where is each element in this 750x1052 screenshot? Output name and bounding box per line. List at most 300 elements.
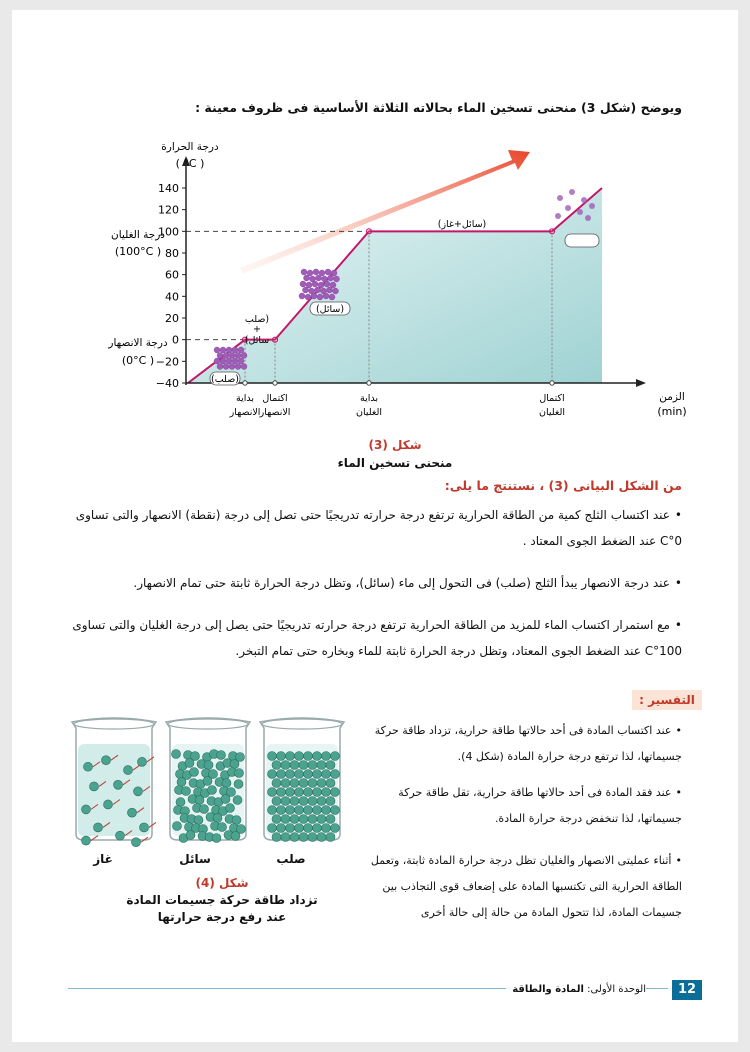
solid-particle [317,833,326,842]
x-marker-label: الانصهار [259,407,291,418]
motion-arrow [91,804,98,809]
solid-particle [214,358,220,364]
gas-particle [134,787,143,796]
solid-particle [322,824,331,833]
phase-label: (سائل+غاز) [437,219,487,230]
liquid-particle [221,771,230,780]
beaker-rim [168,719,248,729]
beaker-content [266,744,338,836]
liquid-particle [307,270,313,276]
x-marker-point [273,381,277,385]
solid-particle [304,788,313,797]
liquid-particle [215,778,224,787]
liquid-particle [177,778,186,787]
gas-particle [82,836,91,845]
solid-particle [286,770,295,779]
gas-particle [116,831,125,840]
liquid-particle [317,294,323,300]
gas-particle [94,823,103,832]
liquid-particle [194,788,203,797]
footer-unit [506,984,646,995]
footer-unit-number: الوحدة الأولى: [587,984,646,995]
liquid-particle [319,270,325,276]
gas-particle [565,205,571,211]
figure4-caption [112,892,332,926]
motion-arrow [143,786,150,791]
solid-particle [299,797,308,806]
beaker-solid [260,718,344,842]
intro-text: ويوضح (شكل 3) منحنى تسخين الماء بحالاته الثلاثة الأساسية فى ظروف معينة : [195,100,682,115]
figure4-caption-line2: عند رفع درجة حرارتها [157,910,287,924]
liquid-particle [217,751,226,760]
liquid-particle [299,293,305,299]
liquid-particle [206,813,215,822]
solid-particle [295,770,304,779]
solid-particle [217,353,223,359]
solid-particle [226,347,232,353]
solid-particle [317,815,326,824]
solid-particle [286,752,295,761]
liquid-particle [193,804,202,813]
liquid-particle [182,787,191,796]
motion-arrow [111,755,118,760]
liquid-particle [201,789,210,798]
x-marker-label: الغليان [356,407,382,418]
liquid-particle [205,833,214,842]
interpretation-item: • عند فقد المادة فى أحد حالاتها طاقة حرارية، تقل طاقة حركة جسيماتها، لذا تنخفض درجة حرارة المادة. [352,780,682,832]
phase-label: (صلب [244,314,270,325]
motion-arrow [93,762,100,767]
gas-particle [581,197,587,203]
gas-particle [82,805,91,814]
solid-particle [313,806,322,815]
motion-arrow [137,808,144,813]
liquid-particle [224,831,233,840]
heating-curve-chart [12,10,738,480]
solid-particle [331,770,340,779]
solid-particle [290,833,299,842]
solid-particle [299,833,308,842]
liquid-particle [229,752,238,761]
motion-arrow [149,822,156,827]
liquid-particle [333,288,339,294]
gas-particle [124,766,133,775]
y-axis-unit: ( °C ) [175,157,205,170]
solid-particle [235,364,241,370]
liquid-particle [207,797,216,806]
liquid-particle [181,807,190,816]
figure4-caption-line1: تزداد طاقة حركة جسيمات المادة [126,893,318,907]
solid-particle [326,797,335,806]
liquid-particle [222,779,231,788]
liquid-particle [228,768,237,777]
liquid-particle [189,779,198,788]
solid-particle [223,364,229,370]
conclusion-item: • مع استمرار اكتساب الماء للمزيد من الطاقة الحرارية ترتفع درجة حرارته تدريجيًا حتى يصل إلى درجة الغليان والتى تساوى 100°C عند الضغط الجوى المعتاد، وتظل درجة الحرارة ثابتة للماء وبخاره حتى تمام التبخر. [52,612,682,664]
motion-arrow [147,757,154,762]
x-marker-label: الانصهار [229,407,261,418]
liquid-particle [176,798,185,807]
liquid-particle [311,293,317,299]
solid-particle [281,833,290,842]
liquid-particle [185,759,194,768]
y-tick-label: 40 [165,290,179,304]
solid-particle [331,752,340,761]
liquid-particle [236,753,245,762]
solid-particle [290,761,299,770]
curve-fill-area [188,188,602,383]
beaker-glass [166,718,250,840]
liquid-particle [218,823,227,832]
figure3-caption: منحنى تسخين الماء [337,456,453,470]
x-marker-label: بداية [359,393,379,404]
figure3-label: شكل (3) [368,438,422,452]
liquid-particle [185,823,194,832]
gas-particle [114,780,123,789]
solid-particle [326,779,335,788]
liquid-particle [188,795,197,804]
liquid-particle [327,287,333,293]
liquid-particle [214,798,223,807]
solid-particle [277,788,286,797]
solid-particle [223,353,229,359]
liquid-particle [306,282,312,288]
solid-particle [214,347,220,353]
solid-particle [277,770,286,779]
boiling-point-value: (100°C ) [114,245,162,258]
solid-particle [295,788,304,797]
solid-particle [281,779,290,788]
liquid-particle [220,787,229,796]
liquid-particle [174,806,183,815]
liquid-particle [323,293,329,299]
gas-particle [138,757,147,766]
melting-point-value: (0°C ) [121,354,155,367]
liquid-particle [199,825,208,834]
beaker-content [78,744,150,836]
gas-particle [569,189,575,195]
liquid-particle [324,281,330,287]
x-marker-point [243,381,247,385]
liquid-particle [231,832,240,841]
liquid-particle [172,750,181,759]
liquid-particle [180,814,189,823]
solid-particle [304,770,313,779]
liquid-particle [187,815,196,824]
motion-arrow [99,781,106,786]
solid-particle [220,358,226,364]
solid-particle [322,788,331,797]
motion-arrow [133,765,140,770]
solid-particle [308,797,317,806]
liquid-particle [195,796,204,805]
solid-particle [272,815,281,824]
beaker-rim [74,719,154,729]
solid-particle [326,761,335,770]
liquid-particle [226,804,235,813]
gas-particle [585,215,591,221]
phase-label: سائل) [244,335,270,346]
solid-particle [272,797,281,806]
liquid-particle [175,786,184,795]
beaker-label-solid: صلب [276,852,306,866]
solid-particle [281,815,290,824]
liquid-particle [176,770,185,779]
gas-particle [84,762,93,771]
beaker-rim [262,719,342,729]
solid-particle [322,806,331,815]
solid-particle [238,347,244,353]
solid-particle [290,797,299,806]
liquid-particle [221,795,230,804]
liquid-particle [315,287,321,293]
liquid-particle [197,760,206,769]
solid-particle [313,752,322,761]
gas-particle [557,195,563,201]
beaker-liquid [166,718,250,843]
solid-particle [290,779,299,788]
liquid-particle [300,281,306,287]
solid-particle [268,806,277,815]
solid-particle [268,824,277,833]
liquid-particle [305,294,311,300]
beaker-glass [260,718,344,840]
interpretation-item: • عند اكتساب المادة فى أحد حالاتها طاقة حرارية، تزداد طاقة حركة جسيماتها، لذا ترتفع درجة حرارة المادة (شكل 4). [352,718,682,770]
solid-particle [235,353,241,359]
liquid-particle [204,761,213,770]
liquid-particle [173,822,182,831]
liquid-particle [200,805,209,814]
solid-particle [229,353,235,359]
y-tick-label: −40 [155,377,179,390]
motion-arrow [91,836,98,841]
solid-particle [304,824,313,833]
y-axis-label: درجة الحرارة [161,141,219,153]
liquid-particle [225,815,234,824]
liquid-particle [318,282,324,288]
liquid-particle [219,807,228,816]
solid-particle [232,358,238,364]
liquid-particle [209,770,218,779]
solid-particle [317,797,326,806]
liquid-particle [216,762,225,771]
x-marker-label: اكتمال [262,393,288,404]
gas-particle [104,800,113,809]
phase-label: (صلب) [211,374,239,385]
liquid-particle [330,282,336,288]
x-marker-point [550,381,554,385]
interpretation-item: • أثناء عمليتى الانصهار والغليان تظل درجة حرارة المادة ثابتة، وتعمل الطاقة الحرارية التى تكتسبها المادة على إضعاف قوى التجاذب بين جسيمات المادة، لذا تتحول المادة من حالة إلى حالة أخرى [352,848,682,926]
gas-particle [132,838,141,847]
solid-particle [326,833,335,842]
textbook-page [12,10,738,1042]
motion-arrow [141,837,148,842]
motion-arrow [123,780,130,785]
solid-particle [286,788,295,797]
liquid-particle [178,762,187,771]
liquid-particle [312,281,318,287]
figure4-label: شكل (4) [195,876,249,890]
y-tick-label: 80 [165,247,179,260]
conclusion-item: • عند اكتساب الثلج كمية من الطاقة الحرارية ترتفع درجة حرارته تدريجيًا حتى تصل إلى درجة (نقطة) الانصهار والتى تساوى 0°C عند الضغط الجوى المعتاد . [52,502,682,554]
y-tick-label: 0 [172,333,179,347]
y-tick-label: 100 [158,225,179,239]
solid-particle [268,752,277,761]
liquid-particle [198,832,207,841]
beaker-gas [72,718,156,847]
solid-particle [299,779,308,788]
liquid-particle [230,760,239,769]
solid-particle [308,833,317,842]
solid-particle [295,752,304,761]
motion-arrow [103,822,110,827]
x-axis-arrowhead [636,379,646,387]
liquid-particle [304,275,310,281]
solid-particle [308,779,317,788]
x-axis-label: الزمن [659,391,685,403]
boiling-point-label: درجة الغليان [111,229,165,241]
solid-particle [272,833,281,842]
solid-particle [313,770,322,779]
gas-particle [577,209,583,215]
liquid-particle [301,269,307,275]
liquid-particle [186,831,195,840]
solid-particle [299,815,308,824]
liquid-particle [325,269,331,275]
solid-particle [331,788,340,797]
solid-particle [299,761,308,770]
gas-particle [589,203,595,209]
solid-particle [232,347,238,353]
liquid-particle [183,771,192,780]
solid-particle [295,824,304,833]
solid-particle [286,824,295,833]
beaker-content [172,744,244,836]
liquid-particle [329,294,335,300]
liquid-particle [213,814,222,823]
solid-particle [290,815,299,824]
gas-particle [140,823,149,832]
solid-particle [317,779,326,788]
y-tick-label: −20 [155,355,179,369]
solid-particle [331,824,340,833]
solid-particle [317,761,326,770]
liquid-particle [230,824,239,833]
solid-particle [313,788,322,797]
page-number: 12 [672,980,702,1000]
liquid-particle [203,753,212,762]
solid-particle [304,752,313,761]
solid-particle [277,824,286,833]
liquid-particle [313,269,319,275]
solid-particle [238,358,244,364]
solid-particle [281,761,290,770]
liquid-particle [328,275,334,281]
gas-particle [555,213,561,219]
y-tick-label: 60 [165,268,179,282]
liquid-particle [331,270,337,276]
conclusion-item: • عند درجة الانصهار يبدأ الثلج (صلب) فى التحول إلى ماء (سائل)، وتظل درجة الحرارة ثابتة حتى تمام الانصهار. [52,570,682,596]
x-marker-point [367,381,371,385]
liquid-particle [179,834,188,843]
phase-label: + [253,324,261,335]
liquid-particle [233,796,242,805]
solid-particle [220,347,226,353]
x-marker-label: اكتمال [539,393,565,404]
liquid-particle [192,824,201,833]
y-tick-label: 140 [158,182,179,195]
solid-particle [268,788,277,797]
liquid-particle [237,825,246,834]
gas-particle [90,782,99,791]
solid-particle [226,358,232,364]
solid-particle [304,806,313,815]
solid-particle [277,752,286,761]
solid-particle [313,824,322,833]
liquid-particle [232,816,241,825]
y-tick-label: 20 [165,312,179,325]
x-marker-label: الغليان [539,407,565,418]
liquid-particle [184,751,193,760]
solid-particle [272,779,281,788]
footer-unit-title: المادة والطاقة [512,984,584,995]
solid-particle [241,353,247,359]
beaker-glass [72,718,156,840]
beaker-label-liquid: سائل [179,852,211,866]
liquid-particle [202,769,211,778]
solid-particle [277,806,286,815]
melting-point-label: درجة الانصهار [108,337,168,349]
liquid-particle [203,777,212,786]
solid-particle [241,364,247,370]
liquid-particle [196,780,205,789]
gas-particle [102,756,111,765]
solid-particle [272,761,281,770]
liquid-particle [194,816,203,825]
y-tick-label: 120 [158,203,179,217]
interpretation-heading: التفسير : [632,690,702,710]
solid-particle [268,770,277,779]
solid-particle [281,797,290,806]
liquid-particle [223,759,232,768]
liquid-particle [211,822,220,831]
liquid-particle [334,276,340,282]
solid-particle [308,761,317,770]
liquid-particle [303,287,309,293]
liquid-particle [190,768,199,777]
liquid-particle [212,806,221,815]
solid-particle [286,806,295,815]
liquid-particle [316,275,322,281]
x-axis-unit: (min) [657,405,687,418]
liquid-particle [212,834,221,843]
solid-particle [331,806,340,815]
liquid-particle [234,780,243,789]
x-marker-label: بداية [235,393,255,404]
solid-particle [322,752,331,761]
solid-particle [217,364,223,370]
liquid-particle [208,786,217,795]
solid-particle [322,770,331,779]
solid-particle [308,815,317,824]
gas-particle [128,808,137,817]
liquid-particle [210,750,219,759]
motion-arrow [125,831,132,836]
liquid-particle [227,788,236,797]
phase-label: (سائل) [315,304,345,315]
liquid-particle [235,769,244,778]
beaker-label-gas: غاز [93,852,113,866]
